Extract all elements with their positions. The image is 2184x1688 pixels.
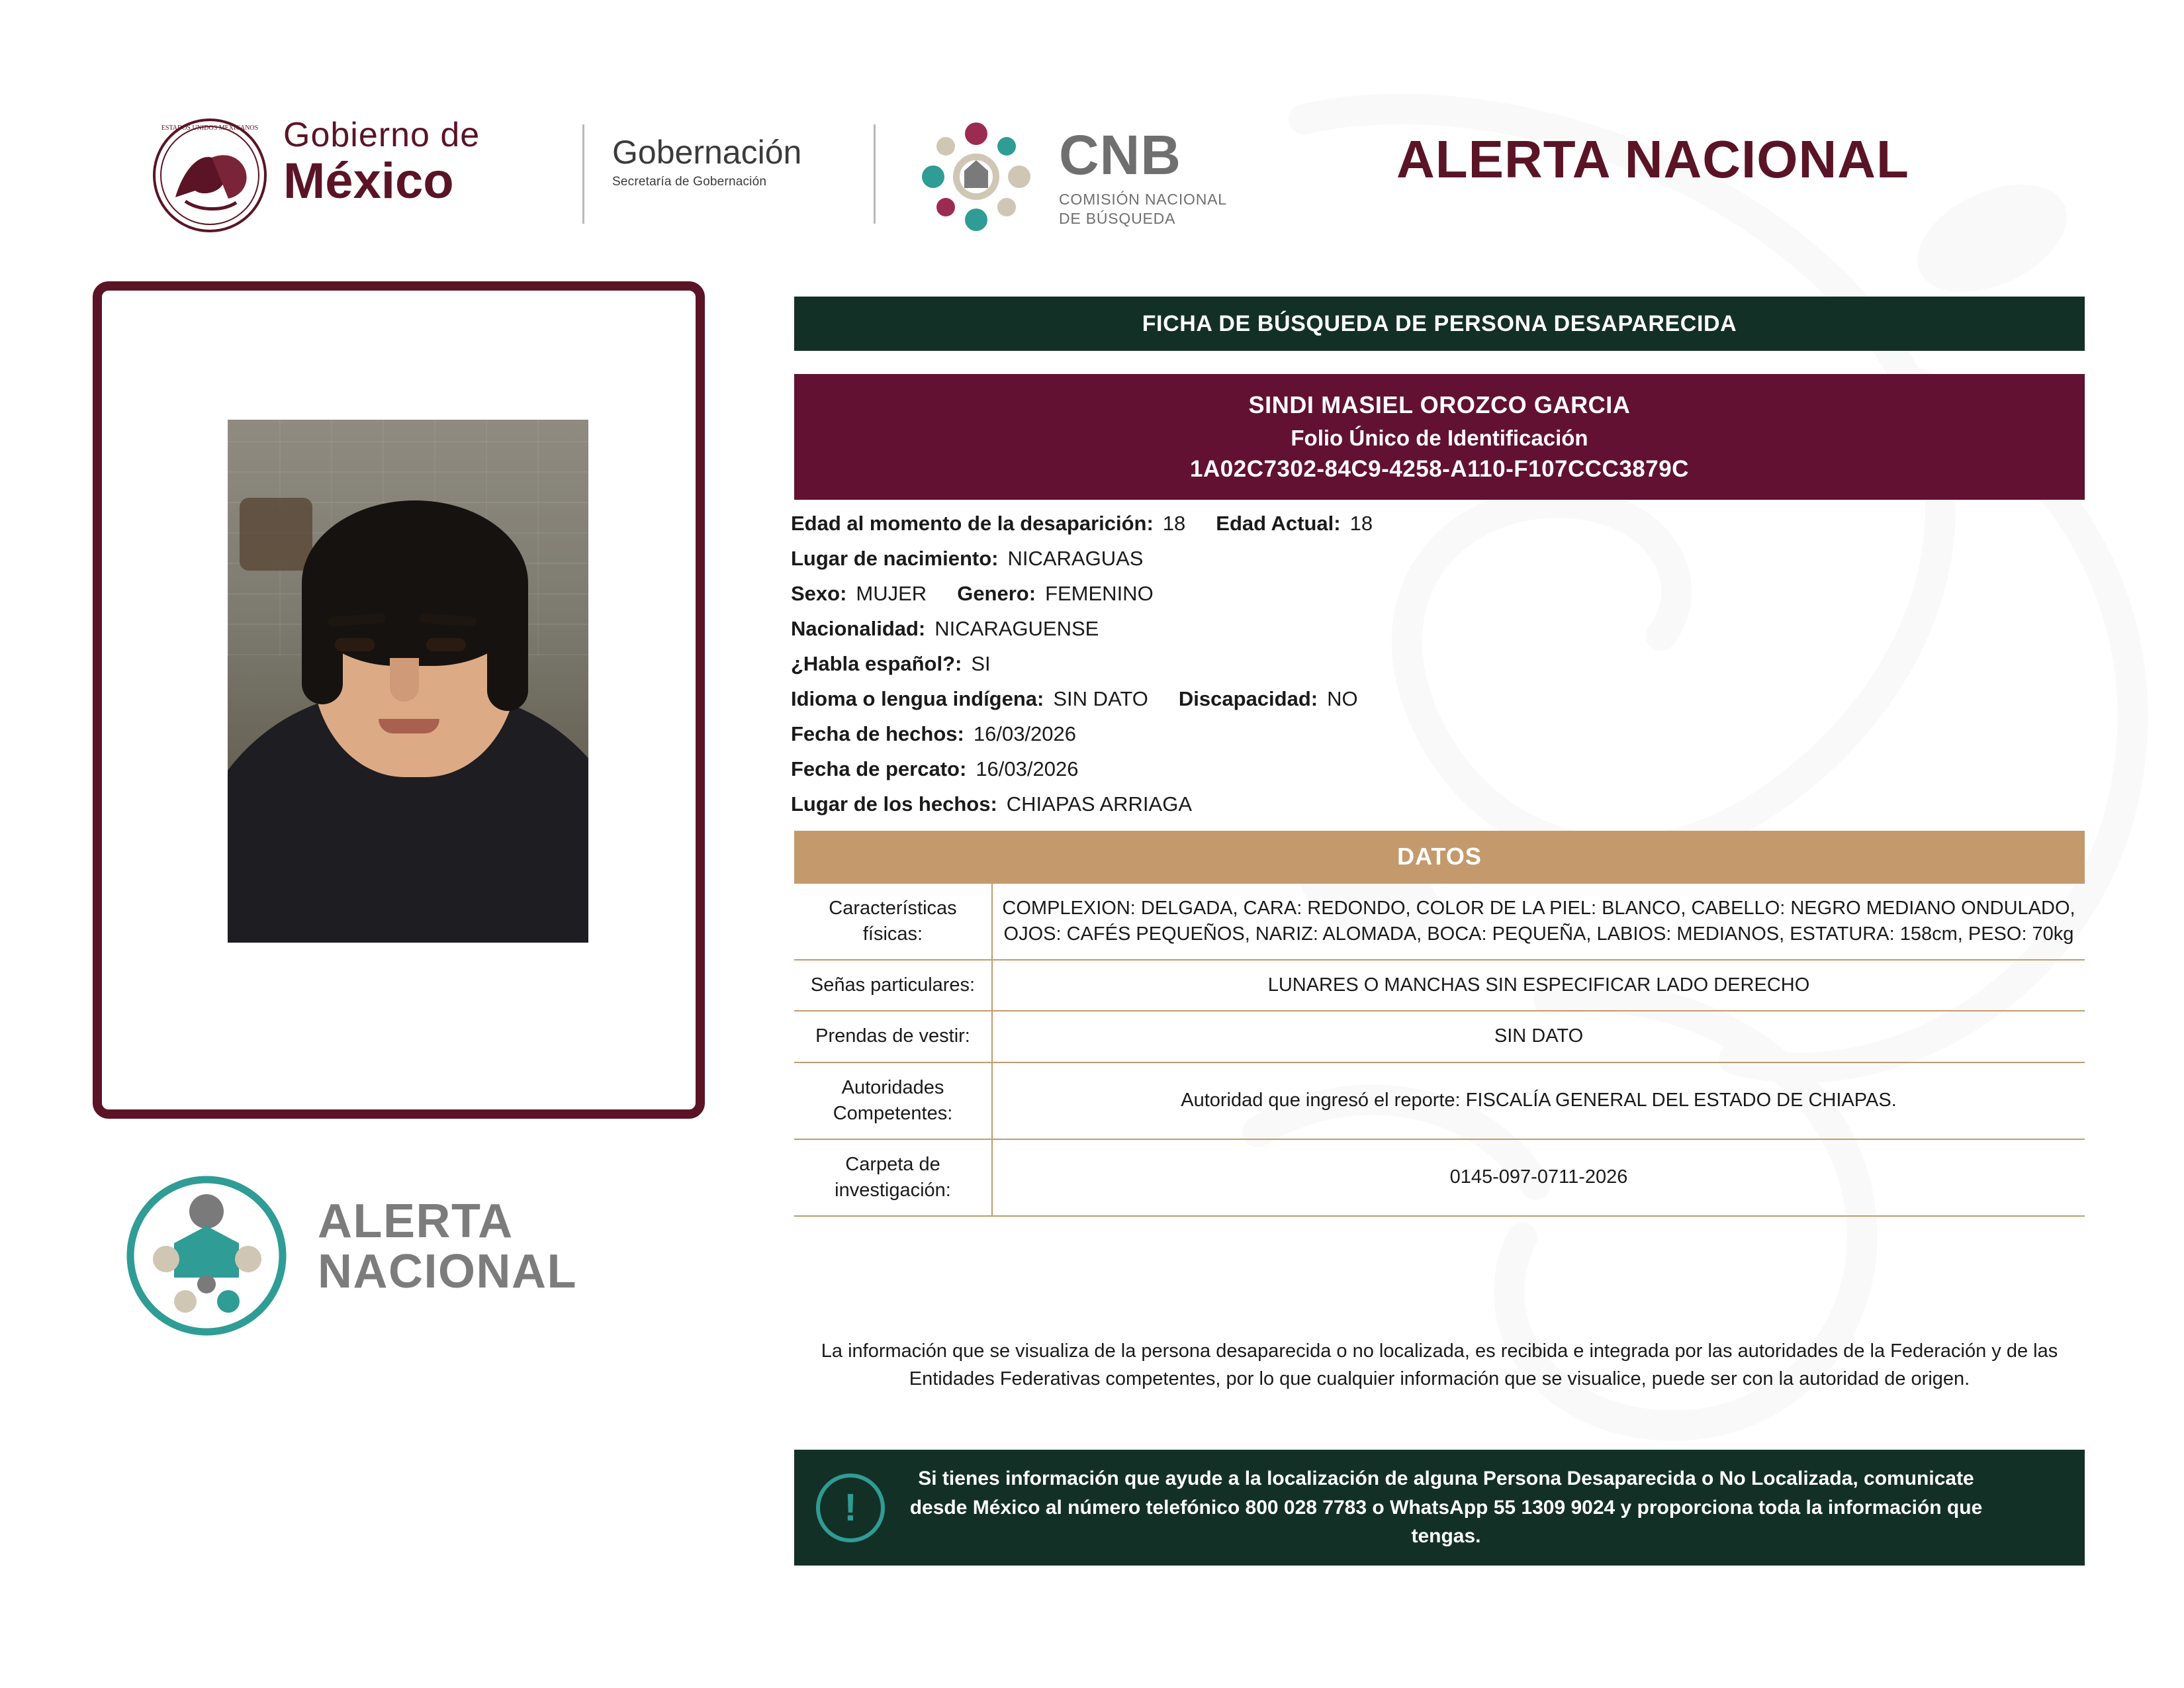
table-row	[794, 1011, 2085, 1062]
cnb-wordmark	[1059, 124, 1227, 227]
missing-person-photo	[228, 420, 588, 943]
lugar-nacimiento-value: NICARAGUAS	[1007, 547, 1144, 570]
fecha-hechos-value: 16/03/2026	[973, 722, 1077, 745]
genero-label: Genero:	[957, 582, 1036, 605]
fecha-percato-label: Fecha de percato:	[791, 757, 967, 780]
lugar-hechos-value: CHIAPAS ARRIAGA	[1006, 792, 1193, 816]
row-key: Autoridades Competentes:	[794, 1062, 992, 1139]
row-key: Prendas de vestir:	[794, 1011, 992, 1062]
table-row	[794, 883, 2085, 960]
row-value: COMPLEXION: DELGADA, CARA: REDONDO, COLOR DE LA PIEL: BLANCO, CABELLO: NEGRO MEDIANO ONDULADO, OJOS: CAFÉS PEQUEÑOS, NARIZ: ALOMADA, BOCA: PEQUEÑA, LABIOS: MEDIANOS, ESTATURA: 158cm, PESO: 70kg	[992, 883, 2085, 960]
gobierno-de-mexico-wordmark	[283, 118, 480, 207]
gob-line-1: Gobierno de	[283, 116, 480, 154]
gobernacion-subtitle: Secretaría de Gobernación	[612, 175, 767, 189]
idioma-label: Idioma o lengua indígena:	[791, 687, 1044, 710]
row-value: Autoridad que ingresó el reporte: FISCALÍA GENERAL DEL ESTADO DE CHIAPAS.	[992, 1062, 2085, 1139]
header-divider-2	[874, 124, 876, 224]
discapacidad-value: NO	[1327, 687, 1358, 710]
info-row-sexo-genero	[791, 583, 2088, 604]
mexico-coat-of-arms-icon	[149, 118, 271, 234]
row-key: Señas particulares:	[794, 960, 992, 1011]
info-row-habla-espanol	[791, 653, 2088, 674]
alerta-nacional-circle-icon	[122, 1172, 291, 1340]
gobernacion-title: Gobernación	[612, 134, 802, 171]
edad-actual-value: 18	[1349, 512, 1373, 535]
table-row	[794, 1062, 2085, 1139]
row-value: LUNARES O MANCHAS SIN ESPECIFICAR LADO DERECHO	[992, 960, 2085, 1011]
lugar-hechos-label: Lugar de los hechos:	[791, 792, 997, 816]
row-value: 0145-097-0711-2026	[992, 1139, 2085, 1216]
sexo-value: MUJER	[856, 582, 927, 605]
alerta-nacional-heading: ALERTA NACIONAL	[1396, 130, 1909, 189]
svg-text:ESTADOS UNIDOS MEXICANOS: ESTADOS UNIDOS MEXICANOS	[161, 124, 259, 132]
habla-espanol-label: ¿Habla español?:	[791, 652, 962, 675]
row-key: Carpeta de investigación:	[794, 1139, 992, 1216]
table-row	[794, 960, 2085, 1011]
badge-line-1: ALERTA	[318, 1195, 514, 1248]
info-row-edad	[791, 513, 2088, 534]
discapacidad-label: Discapacidad:	[1178, 687, 1318, 710]
person-info-list	[791, 513, 2088, 829]
row-value: SIN DATO	[992, 1011, 2085, 1062]
cnb-line-2: DE BÚSQUEDA	[1059, 210, 1176, 227]
info-row-fecha-hechos	[791, 724, 2088, 744]
genero-value: FEMENINO	[1045, 582, 1154, 605]
datos-band	[794, 831, 2085, 882]
fecha-percato-value: 16/03/2026	[976, 757, 1079, 780]
table-row	[794, 1139, 2085, 1216]
photo-frame	[93, 281, 705, 1119]
person-name-band	[794, 374, 2085, 500]
cnb-logo-icon	[917, 119, 1036, 235]
datos-table	[794, 882, 2085, 1217]
exclamation-icon: !	[794, 1474, 907, 1542]
sexo-label: Sexo:	[791, 582, 847, 605]
person-name: SINDI MASIEL OROZCO GARCIA	[1248, 391, 1631, 418]
idioma-value: SIN DATO	[1053, 687, 1148, 710]
disclaimer-text: La información que se visualiza de la persona desaparecida o no localizada, es recibida e integrada por las autoridades de la Federación y de las Entidades Federativas competentes, por lo que cualquier información que se visualice, puede ser con la autoridad de origen.	[821, 1340, 2058, 1390]
header-divider-1	[582, 124, 584, 224]
nacionalidad-value: NICARAGUENSE	[934, 617, 1099, 640]
edad-desaparicion-label: Edad al momento de la desaparición:	[791, 512, 1154, 535]
alerta-nacional-badge	[122, 1172, 672, 1344]
page-header	[0, 99, 2184, 252]
contact-band	[794, 1450, 2085, 1566]
info-row-lugar-nacimiento	[791, 548, 2088, 569]
cnb-acronym: CNB	[1059, 124, 1181, 186]
alerta-nacional-badge-text	[318, 1197, 577, 1297]
ficha-band	[794, 297, 2085, 351]
row-key: Características físicas:	[794, 883, 992, 960]
habla-espanol-value: SI	[971, 652, 991, 675]
nacionalidad-label: Nacionalidad:	[791, 617, 926, 640]
folio-label: Folio Único de Identificación	[1291, 426, 1588, 450]
info-row-nacionalidad	[791, 618, 2088, 639]
folio-value: 1A02C7302-84C9-4258-A110-F107CCC3879C	[1190, 456, 1689, 482]
datos-band-label: DATOS	[1397, 843, 1482, 870]
fecha-hechos-label: Fecha de hechos:	[791, 722, 964, 745]
contact-text: Si tienes información que ayude a la localización de alguna Persona Desaparecida o No Localizada, comunicate desde México al número telefónico 800 028 7783 o WhatsApp 55 1309 9024 y proporciona toda la información que tengas.	[909, 1468, 1983, 1548]
info-row-idioma-discapacidad	[791, 688, 2088, 709]
info-row-fecha-percato	[791, 759, 2088, 779]
edad-actual-label: Edad Actual:	[1216, 512, 1341, 535]
ficha-band-label: FICHA DE BÚSQUEDA DE PERSONA DESAPARECIDA	[1142, 310, 1737, 336]
badge-line-2: NACIONAL	[318, 1244, 577, 1298]
gob-line-2: México	[283, 153, 454, 209]
lugar-nacimiento-label: Lugar de nacimiento:	[791, 547, 999, 570]
info-row-lugar-hechos	[791, 794, 2088, 814]
gobernacion-wordmark	[612, 136, 801, 188]
cnb-line-1: COMISIÓN NACIONAL	[1059, 191, 1227, 208]
edad-desaparicion-value: 18	[1162, 512, 1186, 535]
